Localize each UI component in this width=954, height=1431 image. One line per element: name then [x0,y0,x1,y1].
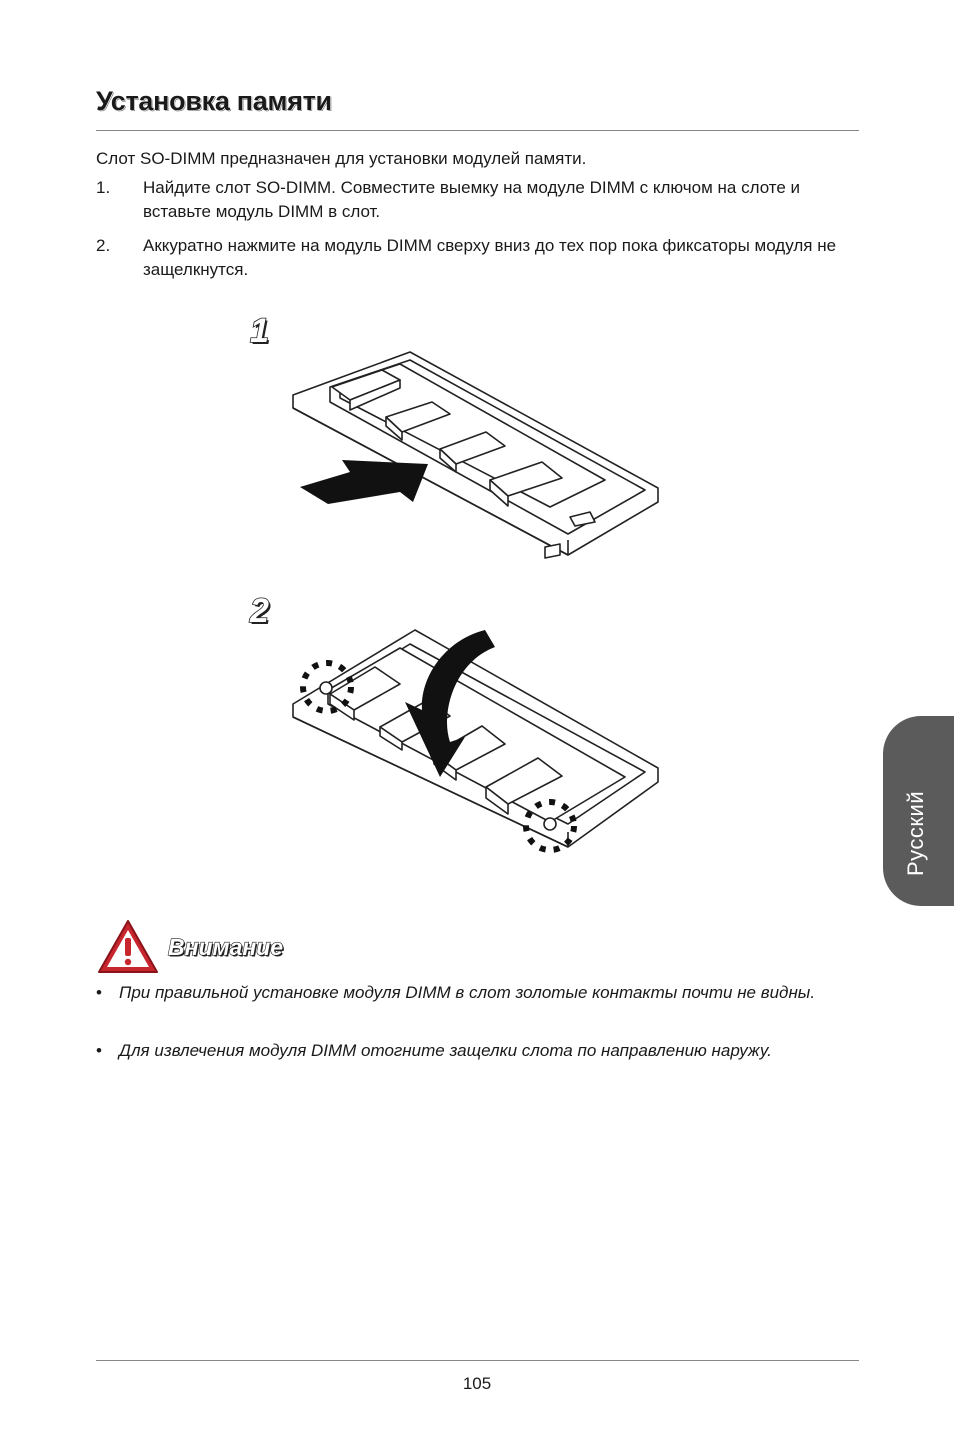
intro-text: Слот SO-DIMM предназначен для установки модулей памяти. [96,149,587,168]
bullet-text: При правильной установке модуля DIMM в слот золотые контакты почти не видны. [119,983,816,1002]
language-side-tab [883,716,954,906]
page-title: Установка памяти [96,86,332,116]
page-number: 105 [462,1374,492,1393]
figure-number: 2 [250,592,269,630]
language-tab-label: Русский [903,790,928,876]
footer-divider [96,1360,859,1361]
dimm-insert-illustration [250,312,670,562]
step-number: 1. [96,178,111,197]
step-number: 2. [96,236,111,255]
step-text: Аккуратно нажмите на модуль DIMM сверху вниз до тех пор пока фиксаторы модуля не защелкнутся. [143,236,837,279]
bullet-marker: • [96,983,102,1002]
step-text: Найдите слот SO-DIMM. Совместите выемку на модуле DIMM с ключом на слоте и вставьте модуль DIMM в слот. [143,178,801,221]
title-divider [96,130,859,131]
bullet-marker: • [96,1041,102,1060]
figure-number: 1 [250,312,269,350]
dimm-press-illustration [250,592,670,862]
warning-label: Внимание [168,934,284,960]
warning-triangle-icon [96,918,160,976]
figure-press-module [250,592,670,862]
bullet-text: Для извлечения модуля DIMM отогните защелки слота по направлению наружу. [119,1041,772,1060]
figure-insert-module [250,312,670,562]
